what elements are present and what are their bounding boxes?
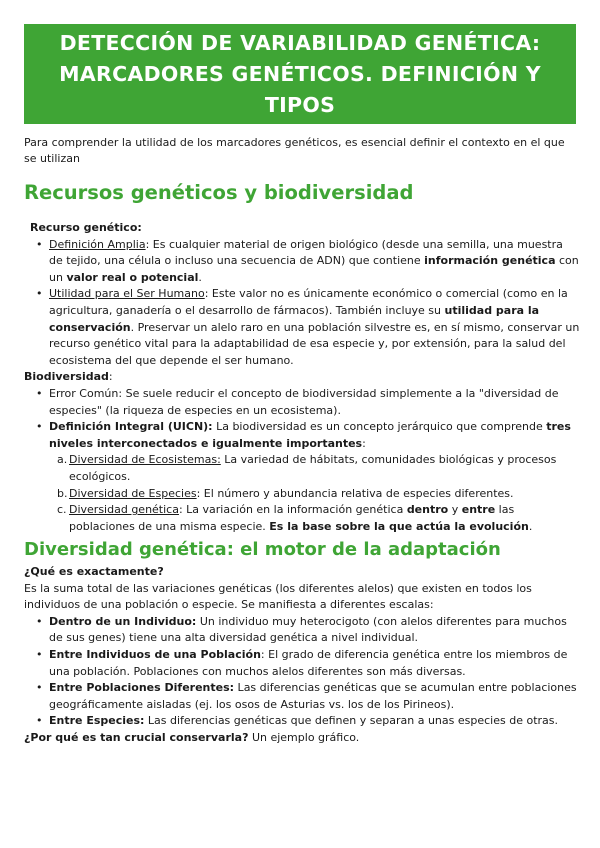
title-line-3: TIPOS — [264, 92, 336, 117]
item-text: : El grado de diferencia genética entre los miembros de una población. Poblaciones con muchos alelos diferentes son más diversas. — [49, 647, 568, 678]
item-bold: dentro — [406, 503, 449, 517]
title-line-2: MARCADORES GENÉTICOS. DEFINICIÓN Y — [59, 61, 541, 86]
item-text: : Este valor no es únicamente económico o comercial (como en la agricultura, ganadería o el desarrollo de fármacos). También incluye su — [49, 287, 568, 317]
item-title: Definición Amplia — [49, 237, 146, 251]
list-item — [24, 237, 580, 287]
item-bold: Entre Poblaciones Diferentes: — [49, 681, 235, 695]
title-banner — [24, 24, 576, 124]
list-item — [24, 647, 580, 680]
item-bold: Dentro de un Individuo: — [49, 614, 197, 628]
diversidad-paragraph: Es la suma total de las variaciones genéticas (los diferentes alelos) que existen en todos los individuos de una población o especie. Se manifiesta a diferentes escalas: — [24, 581, 532, 612]
section-heading-diversidad: Diversidad genética: el motor de la adaptación — [24, 539, 501, 560]
item-bold: utilidad para la conservación — [49, 303, 540, 334]
document-title — [59, 28, 541, 121]
list-item — [24, 419, 580, 452]
item-title: Utilidad para el Ser Humano — [49, 287, 205, 301]
list-item — [24, 386, 580, 419]
list-item — [24, 452, 580, 485]
list-item — [24, 502, 580, 535]
label-colon: : — [108, 370, 113, 384]
item-text: con un — [49, 254, 579, 284]
list-item — [24, 614, 580, 647]
item-title: Diversidad de Especies — [69, 486, 197, 500]
item-text: Error Común: Se suele reducir el concepto de biodiversidad simplemente a la "diversidad de especies" (la riqueza de especies en un ecosistema). — [49, 386, 559, 417]
intro-paragraph: Para comprender la utilidad de los marcadores genéticos, es esencial definir el contexto en el que se utilizan — [24, 136, 565, 165]
question-por-que-text: Un ejemplo gráfico. — [248, 730, 360, 744]
item-bold: entre — [461, 503, 496, 517]
item-text: Las diferencias genéticas que definen y separan a unas especies de otras. — [144, 714, 559, 728]
item-text: . Preservar un alelo raro en una población silvestre es, en sí mismo, conservar un recurso genético vital para la adaptabilidad de esa especie y, por extensión, para la salud del ecosistema del que depende el ser humano. — [49, 320, 580, 367]
list-marker: a. — [57, 453, 68, 467]
item-text: : La variación en la información genética — [178, 503, 407, 517]
title-line-1: DETECCIÓN DE VARIABILIDAD GENÉTICA: — [59, 30, 541, 55]
item-bold: valor real o potencial — [66, 270, 199, 284]
question-por-que: ¿Por qué es tan crucial conservarla? — [24, 730, 249, 744]
item-text: las poblaciones de una misma especie. — [69, 503, 515, 533]
question-que-es: ¿Qué es exactamente? — [24, 565, 164, 578]
biodiversidad-label: Biodiversidad — [24, 370, 109, 384]
biodiversidad-list — [24, 386, 580, 452]
list-marker: b. — [57, 486, 68, 500]
item-bold: tres niveles interconectados e igualmente importantes — [49, 420, 571, 450]
list-item — [24, 486, 580, 503]
item-text: y — [448, 503, 462, 517]
recurso-genetico-list — [24, 237, 580, 370]
diversidad-scales-list — [24, 614, 580, 730]
item-bold: Entre Especies: — [49, 714, 145, 728]
item-bold: información genética — [424, 254, 556, 268]
item-bold: Entre Individuos de una Población — [49, 647, 261, 661]
item-bold: Es la base sobre la que actúa la evolución — [269, 519, 529, 533]
item-title: Diversidad genética — [69, 503, 179, 517]
item-text: . — [528, 519, 533, 533]
list-marker: c. — [57, 503, 67, 517]
biodiversidad-levels-list — [24, 452, 580, 535]
item-text: Las diferencias genéticas que se acumulan entre poblaciones geográficamente aisladas (ej. los osos de Asturias vs. los de los Pirineos). — [49, 681, 577, 711]
section-heading-recursos: Recursos genéticos y biodiversidad — [24, 181, 414, 204]
section-diversidad-body — [24, 564, 580, 747]
item-text: La biodiversidad es un concepto jerárquico que comprende — [212, 420, 547, 434]
question-por-que-row — [24, 730, 580, 747]
section-recursos-body — [24, 220, 580, 535]
item-text: : Es cualquier material de origen biológico (desde una semilla, una muestra de tejido, una célula o incluso una secuencia de ADN) que contiene — [49, 237, 563, 268]
list-item — [24, 680, 580, 713]
item-text: . — [198, 270, 202, 284]
item-bold: Definición Integral (UICN): — [49, 420, 213, 434]
list-item — [24, 286, 580, 369]
item-text: Un individuo muy heterocigoto (con alelos diferentes para muchos de sus genes) tiene una alta diversidad genética a nivel individual. — [49, 614, 567, 645]
item-title: Diversidad de Ecosistemas: — [69, 453, 221, 467]
item-text: La variedad de hábitats, comunidades biológicas y procesos ecológicos. — [69, 453, 557, 483]
recurso-genetico-label: Recurso genético: — [30, 221, 142, 234]
biodiversidad-label-row — [24, 369, 580, 386]
list-item — [24, 713, 580, 730]
item-text: : El número y abundancia relativa de especies diferentes. — [196, 486, 514, 500]
item-text: : — [362, 436, 366, 450]
